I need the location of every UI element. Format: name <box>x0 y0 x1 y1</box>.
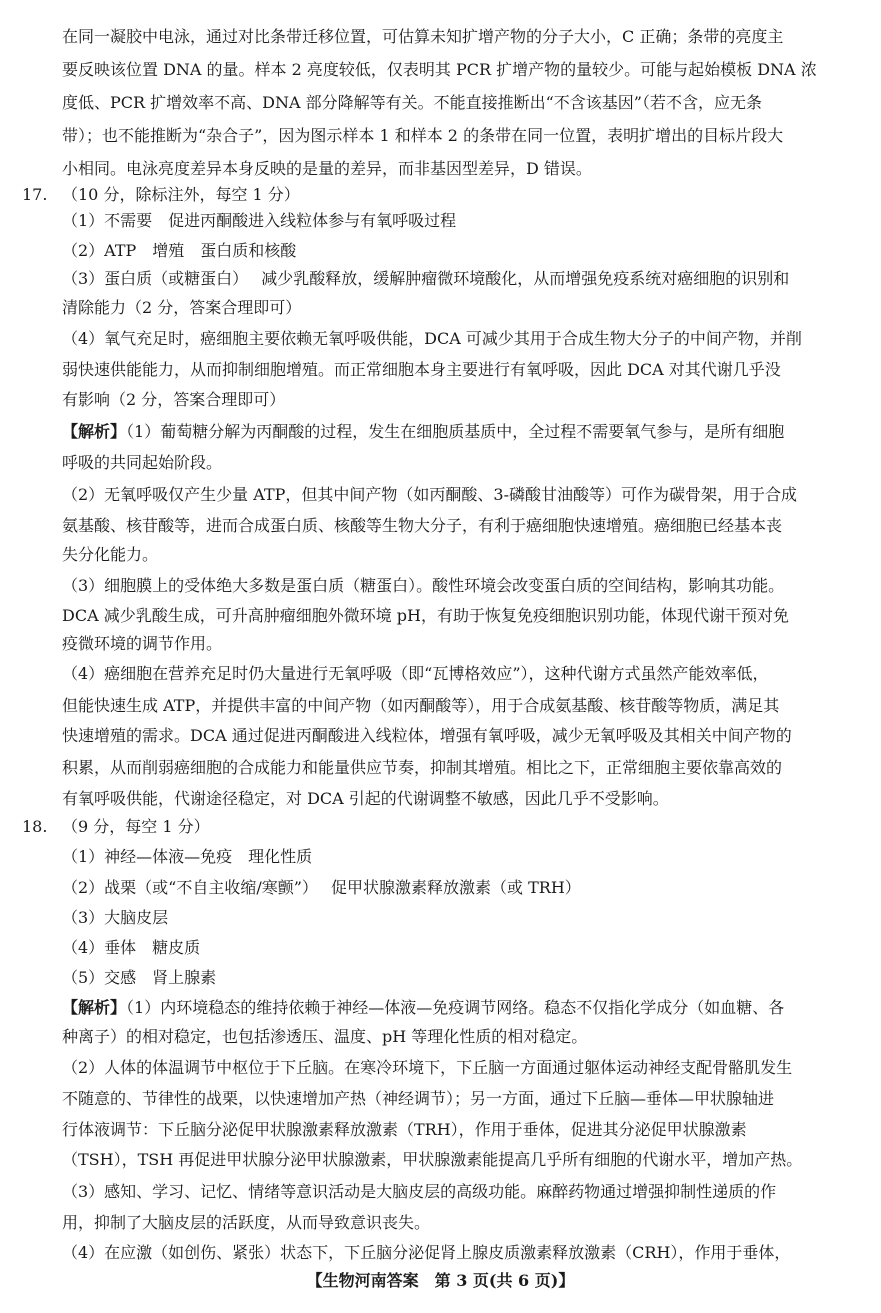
analysis-line: 不随意的、节律性的战栗，以快速增加产热（神经调节）；另一方面，通过下丘脑—垂体—甲状腺轴进 <box>62 1089 775 1108</box>
intro-line: 在同一凝胶中电泳，通过对比条带迁移位置，可估算未知扩增产物的分子大小，C 正确；条带的亮度主 <box>62 27 784 46</box>
analysis-line: 积累，从而削弱癌细胞的合成能力和能量供应节奏，抑制其增殖。相比之下，正常细胞主要依靠高效的 <box>62 758 783 777</box>
intro-line: 度低、PCR 扩增效率不高、DNA 部分降解等有关。不能直接推断出“不含该基因”（若不含，应无条 <box>62 93 762 112</box>
answer-line: （4）氧气充足时，癌细胞主要依赖无氧呼吸供能，DCA 可减少其用于合成生物大分子的中间产物，并削 <box>62 329 802 348</box>
analysis-line: 快速增殖的需求。DCA 通过促进丙酮酸进入线粒体，增强有氧呼吸，减少无氧呼吸及其相关中间产物的 <box>62 726 792 745</box>
answer-line: （3）蛋白质（或糖蛋白） 减少乳酸释放，缓解肿瘤微环境酸化，从而增强免疫系统对癌细胞的识别和 <box>62 269 790 288</box>
analysis-line: （2）人体的体温调节中枢位于下丘脑。在寒冷环境下，下丘脑一方面通过躯体运动神经支配骨骼肌发生 <box>62 1058 793 1077</box>
answer-line: （1）不需要 促进丙酮酸进入线粒体参与有氧呼吸过程 <box>62 211 457 230</box>
analysis-text: （1）葡萄糖分解为丙酮酸的过程，发生在细胞质基质中，全过程不需要氧气参与，是所有细胞 <box>126 422 785 441</box>
answer-line: （3）大脑皮层 <box>62 908 169 927</box>
intro-line: 要反映该位置 DNA 的量。样本 2 亮度较低，仅表明其 PCR 扩增产物的量较少。可能与起始模板 DNA 浓 <box>62 60 817 79</box>
question-number: 18. <box>22 817 48 836</box>
analysis-line <box>62 998 862 1018</box>
analysis-line: 但能快速生成 ATP，并提供丰富的中间产物（如丙酮酸等），用于合成氨基酸、核苷酸等物质，满足其 <box>62 696 780 715</box>
intro-line: 小相同。电泳亮度差异本身反映的是量的差异，而非基因型差异，D 错误。 <box>62 159 592 178</box>
question-number: 17. <box>22 185 48 204</box>
analysis-line: （4）在应激（如创伤、紧张）状态下，下丘脑分泌促肾上腺皮质激素释放激素（CRH），作用于垂体， <box>62 1243 791 1262</box>
answer-line: （1）神经—体液—免疫 理化性质 <box>62 847 313 866</box>
answer-line: （2）战栗（或“不自主收缩/寒颤”） 促甲状腺激素释放激素（或 TRH） <box>62 878 581 897</box>
analysis-tag: 【解析】 <box>62 422 127 441</box>
analysis-line: 有氧呼吸供能，代谢途径稳定，对 DCA 引起的代谢调整不敏感，因此几乎不受影响。 <box>62 789 669 808</box>
analysis-line: 行体液调节：下丘脑分泌促甲状腺激素释放激素（TRH），作用于垂体，促进其分泌促甲状腺激素 <box>62 1120 747 1139</box>
answer-line: （5）交感 肾上腺素 <box>62 968 217 987</box>
analysis-line: 氨基酸、核苷酸等，进而合成蛋白质、核酸等生物大分子，有利于癌细胞快速增殖。癌细胞已经基本丧 <box>62 516 783 535</box>
analysis-line: （4）癌细胞在营养充足时仍大量进行无氧呼吸（即“瓦博格效应”），这种代谢方式虽然产能效率低， <box>62 664 769 683</box>
analysis-line: （TSH），TSH 再促进甲状腺分泌甲状腺激素，甲状腺激素能提高几乎所有细胞的代谢水平，增加产热。 <box>62 1150 803 1169</box>
answer-line: （4）垂体 糖皮质 <box>62 938 201 957</box>
analysis-line: 呼吸的共同起始阶段。 <box>62 453 223 472</box>
answer-line: 有影响（2 分，答案合理即可） <box>62 390 286 409</box>
analysis-line: （3）感知、学习、记忆、情绪等意识活动是大脑皮层的高级功能。麻醉药物通过增强抑制性递质的作 <box>62 1182 777 1201</box>
question-header: （9 分，每空 1 分） <box>62 817 210 836</box>
intro-line: 带）；也不能推断为“杂合子”，因为图示样本 1 和样本 2 的条带在同一位置，表明扩增出的目标片段大 <box>62 126 784 145</box>
analysis-line <box>62 422 862 442</box>
analysis-line: （3）细胞膜上的受体绝大多数是蛋白质（糖蛋白）。酸性环境会改变蛋白质的空间结构，影响其功能。 <box>62 576 785 595</box>
analysis-text: （1）内环境稳态的维持依赖于神经—体液—免疫调节网络。稳态不仅指化学成分（如血糖、各 <box>126 998 785 1017</box>
analysis-line: （2）无氧呼吸仅产生少量 ATP，但其中间产物（如丙酮酸、3-磷酸甘油酸等）可作为碳骨架，用于合成 <box>62 485 797 504</box>
question-header: （10 分，除标注外，每空 1 分） <box>62 185 300 204</box>
analysis-line: 疫微环境的调节作用。 <box>62 634 223 653</box>
answer-line: 弱快速供能能力，从而抑制细胞增殖。而正常细胞本身主要进行有氧呼吸，因此 DCA 对其代谢几乎没 <box>62 360 781 379</box>
answer-line: （2）ATP 增殖 蛋白质和核酸 <box>62 241 297 260</box>
analysis-line: DCA 减少乳酸生成，可升高肿瘤细胞外微环境 pH，有助于恢复免疫细胞识别功能，体现代谢干预对免 <box>62 606 789 625</box>
answer-line: 清除能力（2 分，答案合理即可） <box>62 298 302 317</box>
analysis-line: 失分化能力。 <box>62 545 159 564</box>
analysis-line: 用，抑制了大脑皮层的活跃度，从而导致意识丧失。 <box>62 1213 431 1232</box>
page-footer: 【生物河南答案 第 3 页(共 6 页)】 <box>306 1271 575 1290</box>
analysis-tag: 【解析】 <box>62 998 127 1017</box>
analysis-line: 种离子）的相对稳定，也包括渗透压、温度、pH 等理化性质的相对稳定。 <box>62 1027 588 1046</box>
